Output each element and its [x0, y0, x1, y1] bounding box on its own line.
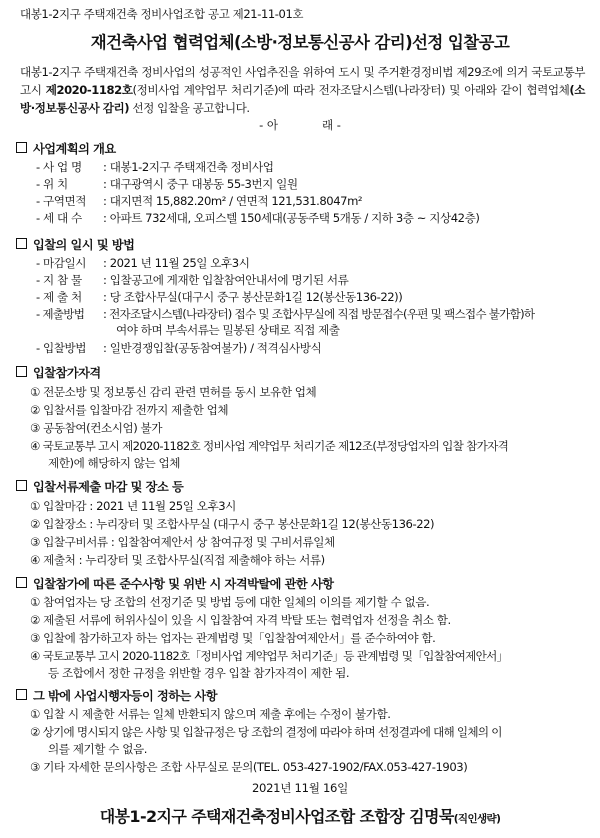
submission-item: ① 입찰마감 : 2021 년 11월 25일 오후3시 [30, 499, 236, 513]
footer-org-name: 대봉1-2지구 주택재건축정비사업조합 조합장 김명묵 [99, 807, 454, 826]
notice-number: 대봉1-2지구 주택재건축 정비사업조합 공고 제21-11-01호 [20, 7, 304, 21]
compliance-item: ③ 입찰에 참가하고자 하는 업자는 관계법령 및「입찰참여제안서」를 준수하여야 함. [30, 631, 436, 645]
compliance-item: ② 제출된 서류에 허위사실이 있을 시 입찰참여 자격 박탈 또는 협력업자 선정을 취소 함. [30, 613, 451, 627]
intro-text: (정비사업 계약업무 처리기준)에 따라 전자조달시스템(나라장터) 및 아래와 같이 협력업체 [132, 83, 570, 97]
intro-bold-scope: (소방·정보통신공사 감리) [20, 83, 585, 115]
intro-bold-notice: 제2020-1182호 [45, 83, 133, 97]
section-heading-submission [16, 478, 183, 495]
row-value: : 당 조합사무실(대구시 중구 봉산문화1길 12(봉산동136-22)) [103, 290, 403, 304]
compliance-item: ④ 국토교통부 고시 2020-1182호「정비사업 계약업무 처리기준」등 관계법령 및「입찰참여제안서」 [30, 649, 508, 663]
row-key: - 제출방법 [36, 307, 85, 321]
section-heading-text: 그 밖에 사업시행자등이 정하는 사항 [33, 689, 218, 703]
footer-date: 2021년 11월 16일 [251, 781, 349, 795]
other-item: ① 입찰 시 제출한 서류는 일체 반환되지 않으며 제출 후에는 수정이 불가함. [30, 707, 391, 721]
intro-text: 대봉1-2지구 주택재건축 정비사업의 성공적인 사업추진을 위하여 도시 및 주거환경정비법 제29조에 의거 국토교통부 고시 [20, 65, 585, 97]
row-value: 여야 하며 부속서류는 밀봉된 상태로 직접 제출 [116, 323, 340, 337]
schedule-row-continued [116, 322, 340, 338]
row-value: : 일반경쟁입찰(공동참여불가) / 적격심사방식 [103, 341, 322, 355]
other-item: ③ 기타 자세한 문의사항은 조합 사무실로 문의(TEL. 053-427-1902/FAX.053-427-1903) [30, 760, 468, 774]
footer-seal-note: (직인생략) [453, 813, 501, 825]
submission-item: ④ 제출처 : 누리장터 및 조합사무실(직접 제출해야 하는 서류) [30, 553, 325, 567]
row-value: : 2021 년 11월 25일 오후3시 [103, 256, 250, 270]
qualification-item: ④ 국토교통부 고시 제2020-1182호 정비사업 계약업무 처리기준 제12조(부정당업자의 입찰 참가자격 [30, 439, 509, 453]
section-heading-qualification [16, 364, 101, 381]
qualification-item-continued: 제한)에 해당하지 않는 업체 [48, 456, 181, 470]
section-heading-other [16, 687, 217, 704]
row-key: - 위 치 [36, 177, 68, 191]
section-heading-text: 사업계획의 개요 [33, 142, 116, 156]
center-label [0, 117, 600, 133]
section-heading-schedule [16, 236, 134, 253]
row-key: - 사 업 명 [36, 160, 82, 174]
checkbox-square-icon [16, 238, 27, 249]
row-key: - 세 대 수 [36, 211, 82, 225]
section-heading-compliance [16, 575, 334, 592]
section-heading-text: 입찰서류제출 마감 및 장소 등 [33, 480, 184, 494]
section-heading-text: 입찰참가자격 [33, 366, 101, 380]
footer-organization [0, 804, 600, 827]
row-key: - 마감일시 [36, 256, 86, 270]
qualification-item: ② 입찰서를 입찰마감 전까지 제출한 업체 [30, 403, 229, 417]
checkbox-square-icon [16, 480, 27, 491]
checkbox-square-icon [16, 689, 27, 700]
submission-item: ③ 입찰구비서류 : 입찰참여제안서 상 참여규정 및 구비서류일체 [30, 535, 335, 549]
section-heading-overview [16, 140, 116, 157]
compliance-item: ① 참여업자는 당 조합의 선정기준 및 방법 등에 대한 일체의 이의를 제기할 수 없음. [30, 595, 430, 609]
checkbox-square-icon [16, 577, 27, 588]
qualification-item: ① 전문소방 및 정보통신 감리 관련 면허를 동시 보유한 업체 [30, 385, 317, 399]
intro-paragraph [20, 63, 585, 117]
schedule-row [36, 255, 249, 271]
intro-text: 선정 입찰을 공고합니다. [129, 101, 250, 115]
row-value: : 아파트 732세대, 오피스텔 150세대(공동주택 5개동 / 지하 3층 ~ 지상42층) [103, 211, 480, 225]
page-title: 재건축사업 협력업체(소방·정보통신공사 감리)선정 입찰공고 [90, 33, 510, 52]
schedule-row [36, 306, 534, 322]
checkbox-square-icon [16, 142, 27, 153]
checkbox-square-icon [16, 366, 27, 377]
row-value: : 전자조달시스템(나라장터) 접수 및 조합사무실에 직접 방문접수(우편 및 팩스접수 불가함)하 [103, 307, 535, 321]
center-label-right: 래 - [322, 118, 341, 132]
overview-row [36, 210, 479, 226]
schedule-row [36, 289, 402, 305]
row-key: - 제 출 처 [36, 290, 82, 304]
overview-row [36, 193, 362, 209]
row-value: : 대구광역시 중구 대봉동 55-3번지 일원 [103, 177, 298, 191]
other-item: ② 상기에 명시되지 않은 사항 및 입찰규정은 당 조합의 결정에 따라야 하며 선정결과에 대해 일체의 이 [30, 725, 502, 739]
submission-item: ② 입찰장소 : 누리장터 및 조합사무실 (대구시 중구 봉산문화1길 12(봉산동136-22) [30, 517, 435, 531]
section-heading-text: 입찰참가에 따른 준수사항 및 위반 시 자격박탈에 관한 사항 [33, 577, 334, 591]
row-key: - 구역면적 [36, 194, 86, 208]
other-item-continued: 의를 제기할 수 없음. [48, 742, 147, 756]
row-key: - 입찰방법 [36, 341, 86, 355]
row-value: : 입찰공고에 게재한 입찰참여안내서에 명기된 서류 [103, 273, 349, 287]
schedule-row [36, 340, 321, 356]
row-value: : 대지면적 15,882.20m² / 연면적 121,531.8047m² [103, 194, 363, 208]
row-key: - 지 참 물 [36, 273, 82, 287]
center-label-left: - 아 [259, 118, 278, 132]
section-heading-text: 입찰의 일시 및 방법 [33, 238, 135, 252]
overview-row [36, 159, 274, 175]
qualification-item: ③ 공동참여(컨소시엄) 불가 [30, 421, 163, 435]
overview-row [36, 176, 298, 192]
schedule-row [36, 272, 348, 288]
compliance-item-continued: 등 조합에서 정한 규정을 위반할 경우 입찰 참가자격이 제한 됨. [48, 666, 350, 680]
row-value: : 대봉1-2지구 주택재건축 정비사업 [103, 160, 274, 174]
